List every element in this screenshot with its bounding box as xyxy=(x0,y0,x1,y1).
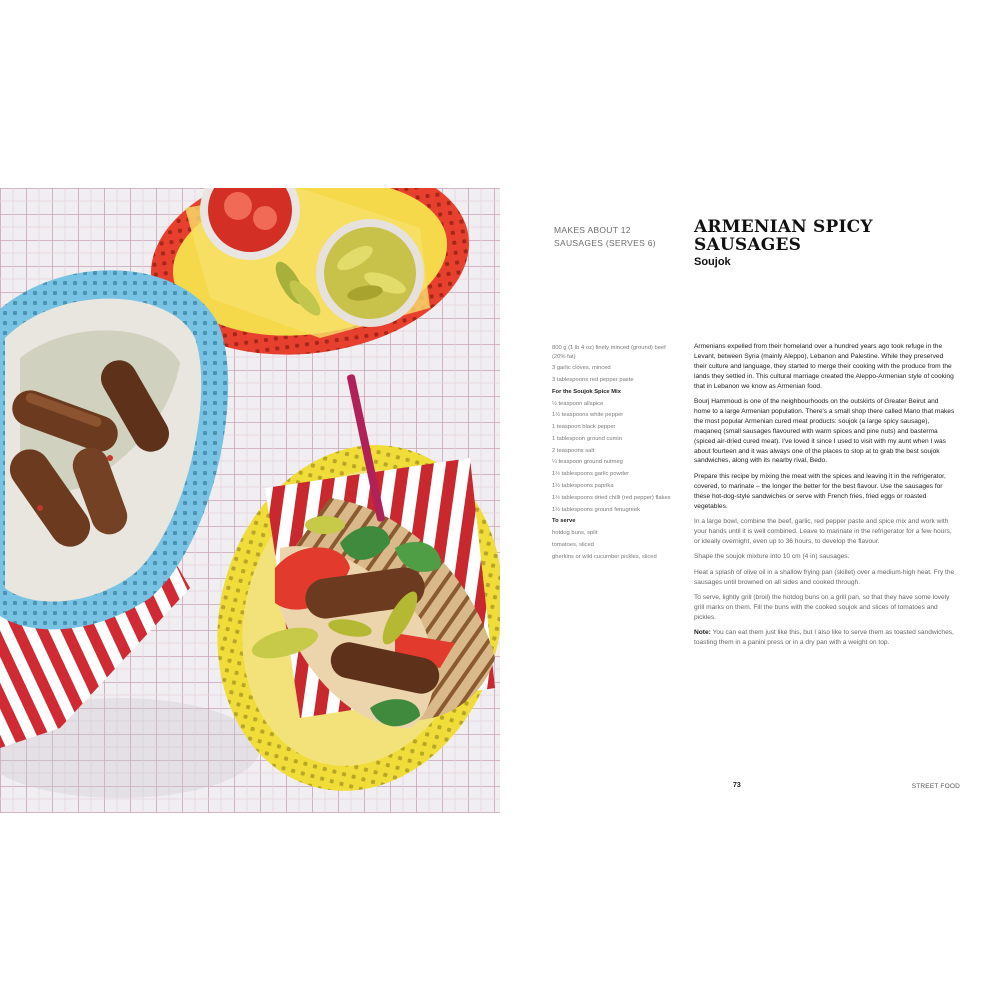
ingredient-item: 1½ tablespoons garlic powder xyxy=(552,471,630,478)
ingredient-item: 1 teaspoon black pepper xyxy=(552,424,616,431)
ingredient-item: ¼ teaspoon ground nutmeg xyxy=(552,459,623,466)
ingredient-item: ½ teaspoon allspice xyxy=(552,400,604,407)
ingredient-item: 1 tablespoon ground cumin xyxy=(552,435,622,442)
method-step: Shape the soujok mixture into 10 cm (4 in) sausages. xyxy=(694,553,850,561)
recipe-note xyxy=(694,628,956,648)
ingredient-item: 3 garlic cloves, minced xyxy=(552,365,611,372)
ingredient-item: 1½ tablespoons paprika xyxy=(552,483,614,489)
method-step: Heat a splash of olive oil in a shallow frying pan (skillet) over a medium-high heat. Fry the sausages until browned on all sides and cooked through. xyxy=(694,568,955,586)
ingredient-item: 1½ tablespoons ground fenugreek xyxy=(552,506,640,513)
ingredient-item: 1½ teaspoons white pepper xyxy=(552,412,624,419)
method-step: To serve, lightly grill (broil) the hotdog buns on a grill pan, so that they have some lovely grill marks on them. Fill the buns with the cooked soujok and slices of tomatoes and pickles. xyxy=(694,593,950,621)
intro-paragraph: Armenians expelled from their homeland over a hundred years ago took refuge in the Levant, between Syria (mainly Aleppo), Lebanon and Palestine. While they preserved their culture and language, they started to merge their cooking with the produce from the lands they settled in. This cultural marriage created the Aleppo-Armenian style of cooking that in Lebanon we know as Armenian food. xyxy=(694,343,954,390)
recipe-title: ARMENIAN SPICY SAUSAGES xyxy=(694,217,873,255)
ingredient-subheading: For the Soujok Spice Mix xyxy=(552,388,621,395)
ingredient-item: tomatoes, sliced xyxy=(552,541,594,548)
intro-paragraph: Bourj Hammoud is one of the neighbourhoods on the outskirts of Greater Beirut and home to a large Armenian population. There's a small shop there called Mano that makes the most popular Armenian cured meat products: soujok (a large spicy sausage), maqaneq (small sausages flavoured with warm spices and pine nuts) and basterma (spiced air-dried cured meat). I've loved it since I used to visit with my aunt when I was about fourteen and it was always one of the places to stop at to grab the best soujok sandwiches, along with its nearby rival, Bedo. xyxy=(694,398,955,465)
note-label: Note: xyxy=(694,629,711,637)
ingredient-item: 1½ tablespoons dried chilli (red pepper) flakes xyxy=(552,494,671,501)
book-spread xyxy=(0,188,1000,813)
recipe-page xyxy=(500,188,1000,813)
note-text: You can eat them just like this, but I also like to serve them as toasted sandwiches, toasting them in a panini press or in a dry pan with a weight on top. xyxy=(694,629,954,647)
running-head: STREET FOOD xyxy=(911,783,960,790)
food-photo xyxy=(0,188,500,813)
recipe-subtitle: Soujok xyxy=(694,256,731,268)
page-number: 73 xyxy=(733,782,741,789)
ingredients-list xyxy=(552,344,680,564)
ingredient-item: 3 tablespoons red pepper paste xyxy=(552,377,634,384)
recipe-method xyxy=(694,342,956,653)
method-step: In a large bowl, combine the beef, garlic, red pepper paste and spice mix and work with your hands until it is well combined. Leave to marinate in the refrigerator for a few hours, or ideally overnight, even up to 36 hours, to develop the flavour. xyxy=(694,518,952,545)
ingredient-subheading: To serve xyxy=(552,518,576,525)
ingredient-item: hotdog buns, split xyxy=(552,529,598,536)
ingredient-item: 800 g (1 lb 4 oz) finely minced (ground) beef (20% fat) xyxy=(552,345,666,360)
ingredient-item: 2 teaspoons salt xyxy=(552,447,595,454)
ingredient-item: gherkins or wild cucumber pickles, sliced xyxy=(552,553,657,560)
intro-paragraph: Prepare this recipe by mixing the meat with the spices and leaving it in the refrigerator, covered, to marinate – the longer the better for the best flavour. Use the sausages for these hot-dog-style sandwiches or serve with French fries, fried eggs or roasted vegetables. xyxy=(694,472,946,510)
recipe-yield: MAKES ABOUT 12 SAUSAGES (SERVES 6) xyxy=(554,225,656,248)
